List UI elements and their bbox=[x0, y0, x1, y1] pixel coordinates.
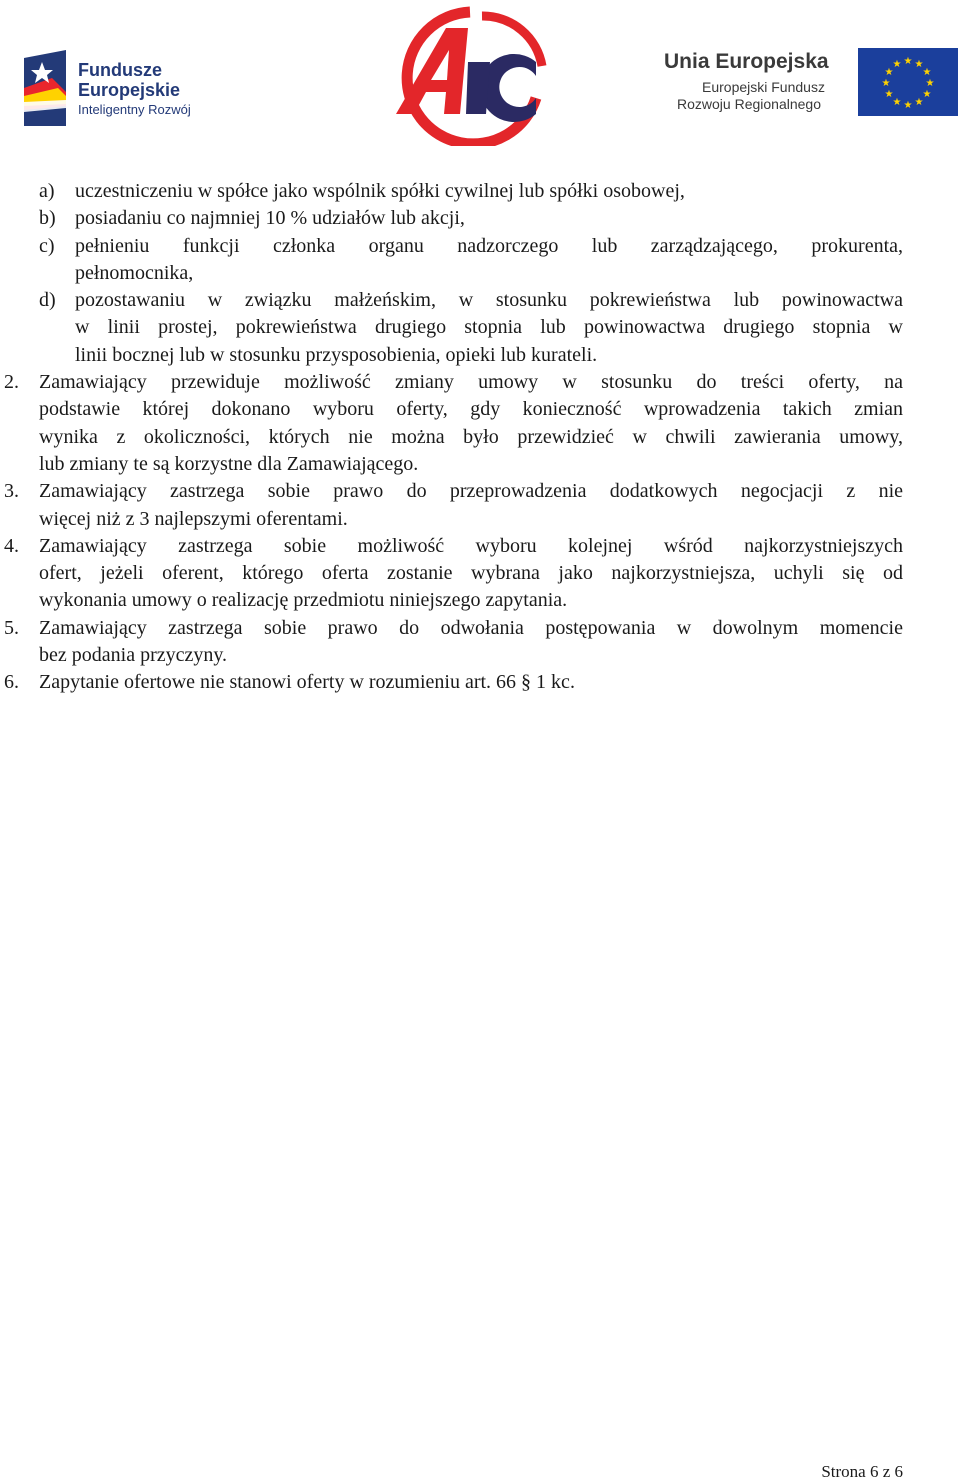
paragraph-line: Zamawiający przewiduje możliwość zmiany umowy w stosunku do treści oferty, na bbox=[39, 371, 903, 394]
eu-flag-icon bbox=[858, 48, 958, 116]
paragraph-line: Zapytanie ofertowe nie stanowi oferty w rozumieniu art. 66 § 1 kc. bbox=[39, 671, 575, 694]
list-text-line: uczestniczeniu w spółce jako wspólnik spółki cywilnej lub spółki osobowej, bbox=[75, 180, 685, 202]
paragraph-line: bez podania przyczyny. bbox=[39, 644, 228, 667]
numbered-item-6 bbox=[0, 669, 960, 696]
eu-logo-line1: Unia Europejska bbox=[664, 50, 829, 73]
paragraph-line: Zamawiający zastrzega sobie prawo do odwołania postępowania w dowolnym momencie bbox=[39, 616, 903, 639]
eu-logo-line2: Europejski Fundusz bbox=[702, 79, 825, 95]
list-label: d) bbox=[39, 289, 56, 312]
svg-text:★: ★ bbox=[922, 89, 932, 100]
list-item-d bbox=[0, 287, 960, 369]
item-number: 4. bbox=[4, 534, 19, 557]
svg-text:★: ★ bbox=[903, 100, 913, 111]
svg-text:★: ★ bbox=[884, 67, 894, 78]
paragraph-line: lub zmiany te są korzystne dla Zamawiającego. bbox=[39, 452, 419, 475]
paragraph-line: więcej niż z 3 najlepszymi oferentami. bbox=[39, 507, 348, 530]
item-number: 2. bbox=[4, 371, 19, 394]
funds-logo-line2: Europejskie bbox=[78, 80, 181, 100]
numbered-item-4 bbox=[0, 533, 960, 615]
paragraph-line: ofert, jeżeli oferent, którego oferta zostanie wybrana jako najkorzystniejsza, uchyli się od bbox=[39, 562, 903, 585]
item-number: 3. bbox=[4, 480, 19, 503]
list-item-a bbox=[0, 178, 960, 205]
paragraph-line: wykonania umowy o realizację przedmiotu niniejszego zapytania. bbox=[39, 589, 568, 612]
list-label: a) bbox=[39, 180, 55, 202]
document-body bbox=[0, 178, 960, 697]
list-item-b bbox=[0, 205, 960, 232]
list-text-line: pełnieniu funkcji członka organu nadzorczego lub zarządzającego, prokurenta, bbox=[75, 234, 903, 257]
paragraph-line: podstawie której dokonano wyboru oferty, gdy konieczność wprowadzenia takich zmian bbox=[39, 398, 903, 421]
numbered-item-3 bbox=[0, 478, 960, 533]
list-label: c) bbox=[39, 234, 55, 257]
list-label: b) bbox=[39, 207, 56, 230]
numbered-item-5 bbox=[0, 615, 960, 670]
paragraph-line: Zamawiający zastrzega sobie prawo do przeprowadzenia dodatkowych negocjacji z nie bbox=[39, 480, 903, 503]
svg-text:★: ★ bbox=[914, 97, 924, 108]
funds-logo-line3: Inteligentny Rozwój bbox=[78, 102, 191, 117]
page-number: Strona 6 z 6 bbox=[821, 1462, 903, 1481]
list-item-c bbox=[0, 233, 960, 288]
svg-text:★: ★ bbox=[903, 56, 913, 67]
svg-text:★: ★ bbox=[881, 78, 891, 89]
numbered-item-2 bbox=[0, 369, 960, 478]
svg-text:★: ★ bbox=[884, 89, 894, 100]
eu-logo-line3: Rozwoju Regionalnego bbox=[677, 96, 821, 112]
list-text-line: pełnomocnika, bbox=[75, 261, 194, 284]
funds-logo-line1: Fundusze bbox=[78, 60, 162, 80]
unia-europejska-logo bbox=[660, 46, 960, 120]
item-number: 5. bbox=[4, 616, 19, 639]
list-text-line: w linii prostej, pokrewieństwa drugiego stopnia lub powinowactwa drugiego stopnia w bbox=[75, 316, 903, 339]
paragraph-line: wynika z okoliczności, których nie można było przewidzieć w chwili zawierania umowy, bbox=[39, 425, 903, 448]
svg-text:★: ★ bbox=[892, 97, 902, 108]
fe-emblem-icon bbox=[22, 48, 74, 128]
list-text-line: posiadaniu co najmniej 10 % udziałów lub akcji, bbox=[75, 207, 465, 230]
ac-logo-icon bbox=[386, 6, 552, 146]
svg-text:★: ★ bbox=[925, 78, 935, 89]
list-text-line: pozostawaniu w związku małżeńskim, w stosunku pokrewieństwa lub powinowactwa bbox=[75, 289, 903, 312]
svg-text:★: ★ bbox=[914, 59, 924, 70]
paragraph-line: Zamawiający zastrzega sobie możliwość wyboru kolejnej wśród najkorzystniejszych bbox=[39, 534, 903, 557]
svg-text:★: ★ bbox=[892, 59, 902, 70]
list-text-line: linii bocznej lub w stosunku przysposobienia, opieki lub kurateli. bbox=[75, 343, 598, 366]
svg-text:★: ★ bbox=[922, 67, 932, 78]
fundusze-europejskie-logo bbox=[18, 44, 218, 128]
item-number: 6. bbox=[4, 671, 19, 694]
ac-company-logo bbox=[386, 6, 552, 146]
